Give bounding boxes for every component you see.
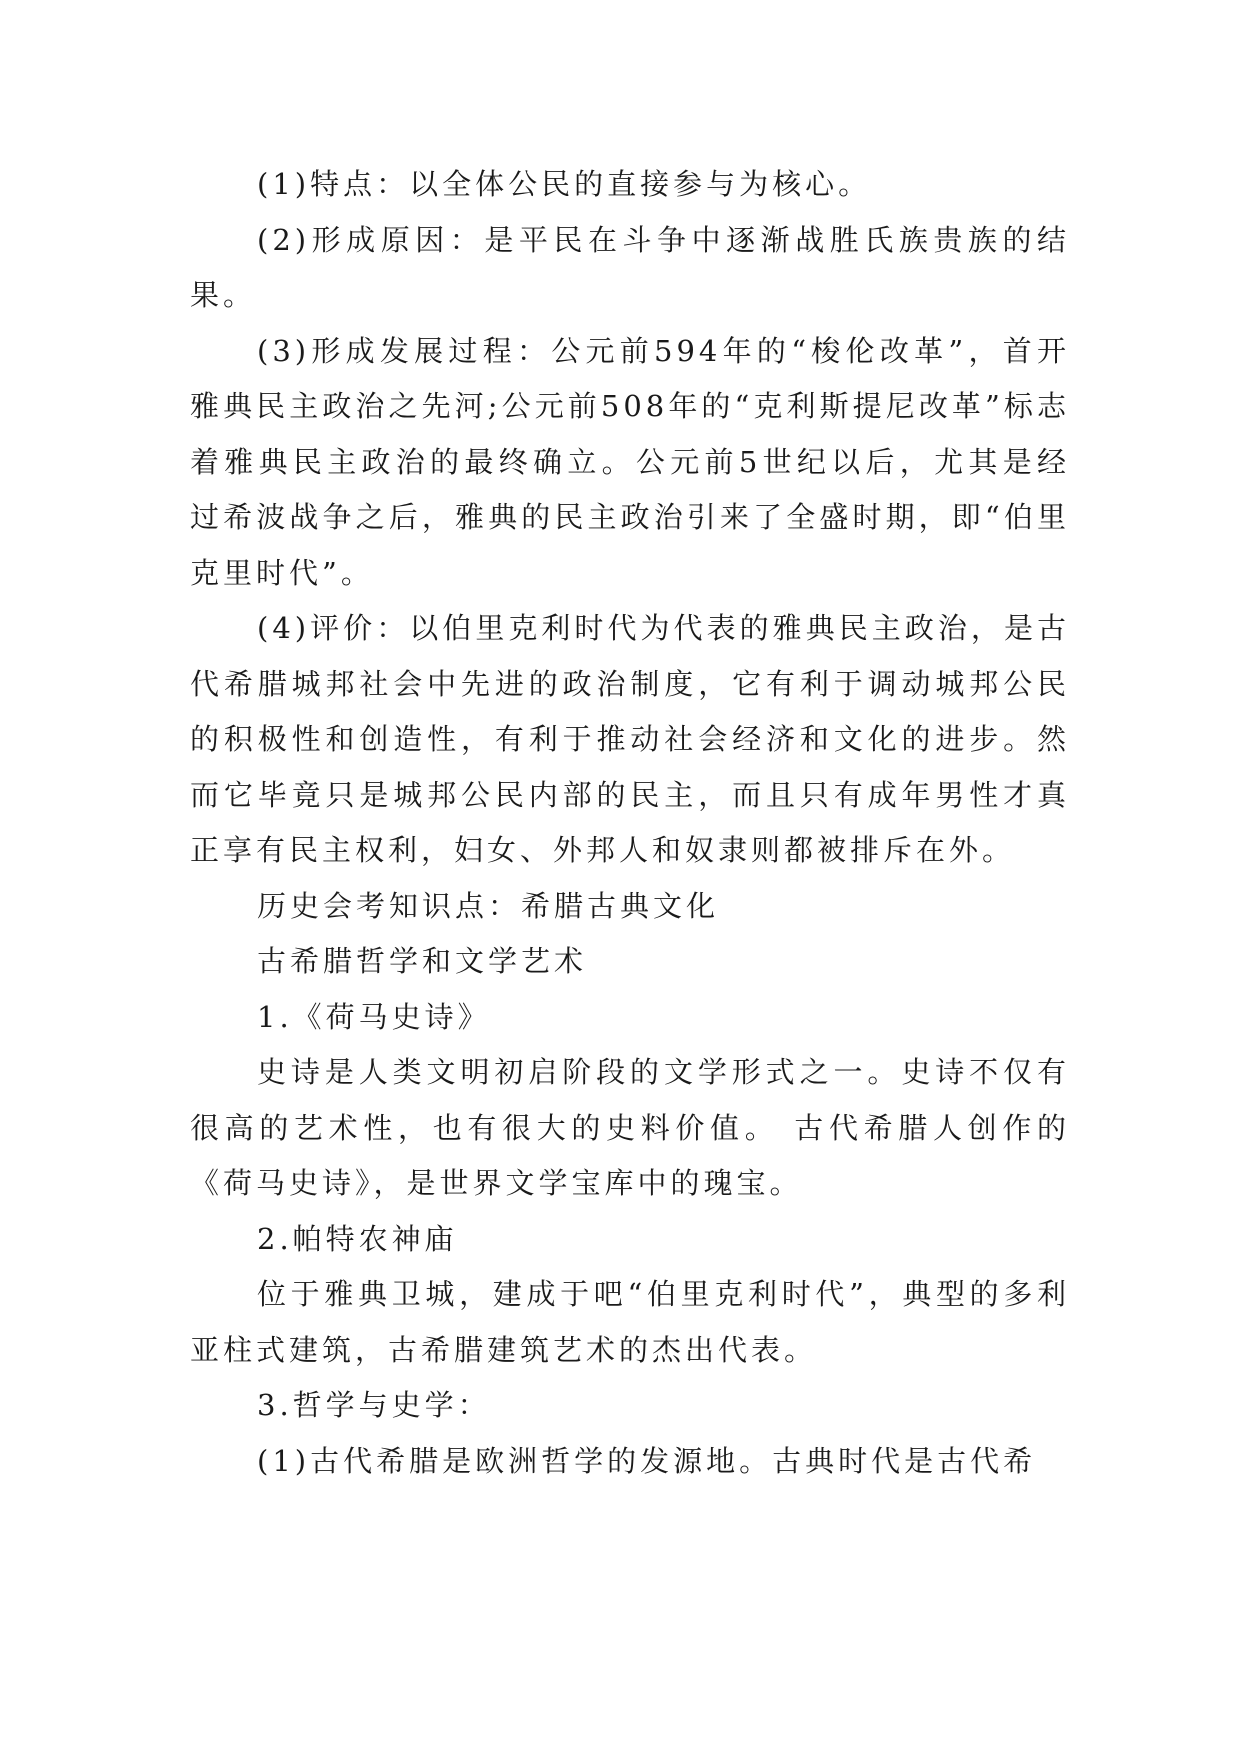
- paragraph-evaluation: (4)评价：以伯里克利时代为代表的雅典民主政治，是古代希腊城邦社会中先进的政治制度，它有利于调动城邦公民的积极性和创造性，有利于推动社会经济和文化的进步。然而它毕竟只是城邦公民内部的民主，而且只有成年男性才真正享有民主权利，妇女、外邦人和奴隶则都被排斥在外。: [190, 611, 1070, 867]
- paragraph-development: (3)形成发展过程：公元前594年的“梭伦改革”，首开雅典民主政治之先河;公元前508年的“克利斯提尼改革”标志着雅典民主政治的最终确立。公元前5世纪以后，尤其是经过希波战争之后，雅典的民主政治引来了全盛时期，即“伯里克里时代”。: [190, 333, 1070, 590]
- paragraph-feature: (1)特点：以全体公民的直接参与为核心。: [257, 167, 872, 201]
- document-page: [190, 157, 1070, 1489]
- paragraph-parthenon: 位于雅典卫城，建成于吧“伯里克利时代”，典型的多利亚柱式建筑，古希腊建筑艺术的杰出代表。: [190, 1277, 1070, 1367]
- paragraph-cause: (2)形成原因：是平民在斗争中逐渐战胜氏族贵族的结果。: [190, 222, 1070, 312]
- item-heading-parthenon: 2.帕特农神庙: [257, 1221, 458, 1256]
- subheading-philosophy-literature-art: 古希腊哲学和文学艺术: [257, 944, 588, 978]
- paragraph-homer: 史诗是人类文明初启阶段的文学形式之一。史诗不仅有很高的艺术性，也有很大的史料价值。 古代希腊人创作的《荷马史诗》，是世界文学宝库中的瑰宝。: [190, 1055, 1070, 1200]
- paragraph-philosophy-origin: (1)古代希腊是欧洲哲学的发源地。古典时代是古代希: [257, 1443, 1037, 1478]
- item-heading-homer: 1.《荷马史诗》: [257, 999, 491, 1034]
- section-heading-greek-culture: 历史会考知识点：希腊古典文化: [257, 888, 720, 923]
- item-heading-philosophy-history: 3.哲学与史学：: [257, 1388, 491, 1422]
